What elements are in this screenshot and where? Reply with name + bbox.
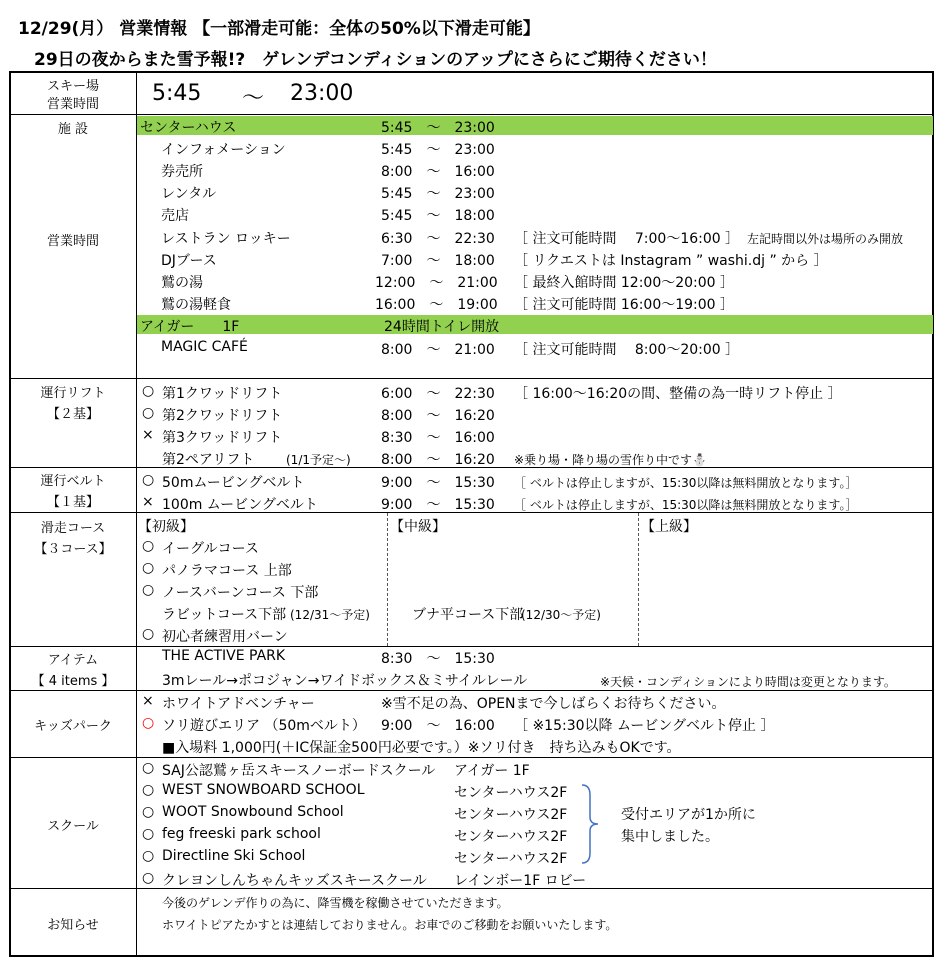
- belt-note: ［ ベルトは停止しますが、15:30以降は無料開放となります。］: [514, 476, 858, 490]
- course-sub: (12/31～予定): [290, 608, 370, 622]
- center-house-name: センターハウス: [140, 120, 237, 136]
- courses-label-2: 【３コース】: [34, 542, 112, 557]
- restaurant-side-note: 左記時間以外は場所のみ開放: [747, 232, 904, 246]
- park-detail: 3mレール→ポコジャン→ワイドボックス＆ミサイルレール: [162, 673, 528, 689]
- facility-time: 5:45 ～ 18:00: [381, 208, 495, 224]
- brace-note-2: 集中しました。: [621, 829, 719, 845]
- course-mark: ○: [142, 560, 155, 576]
- course-name: イーグルコース: [162, 541, 259, 557]
- center-house-band: [137, 116, 933, 135]
- school-mark: ○: [142, 782, 155, 798]
- facility-name: 鷲の湯: [161, 275, 203, 291]
- facility-name: DJブース: [161, 253, 217, 269]
- kids-name: ホワイトアドベンチャー: [162, 696, 315, 712]
- facility-name: インフォメーション: [161, 142, 286, 158]
- row-divider: [9, 690, 934, 691]
- school-place: アイガー 1F: [454, 763, 530, 779]
- facility-time: 5:45 ～ 23:00: [381, 142, 495, 158]
- course-column-divider: [638, 513, 639, 646]
- lift-name: 第1クワッドリフト: [162, 386, 283, 402]
- lifts-label-1: 運行リフト: [40, 386, 106, 401]
- lift-time: 8:00 ～ 16:20: [381, 408, 495, 424]
- school-name: WOOT Snowbound School: [162, 804, 344, 820]
- facility-time: 12:00 ～ 21:00: [375, 275, 498, 291]
- lift-time: 8:00 ～ 16:20: [381, 452, 495, 468]
- tilde: ～: [242, 86, 265, 111]
- kids-time: 9:00 ～ 16:00: [381, 718, 495, 734]
- lift-note: ※乗り場・降り場の雪作り中です⛄: [514, 453, 707, 467]
- school-place: センターハウス2F: [454, 829, 568, 845]
- course-name: パノラマコース 上部: [162, 563, 292, 579]
- lift-name: 第3クワッドリフト: [162, 430, 283, 446]
- lift-name: 第2クワッドリフト: [162, 408, 283, 424]
- facility-time: 7:00 ～ 18:00: [381, 253, 495, 269]
- course-mark: ○: [142, 582, 155, 598]
- label-column-divider: [136, 71, 137, 957]
- hours-label-1: スキー場: [46, 79, 99, 94]
- kids-note: ※雪不足の為、OPENまで今しばらくお待ちください。: [381, 696, 726, 712]
- facility-note: ［ リクエストは Instagram ” washi.dj ” から ］: [514, 253, 828, 269]
- lift-sub: (1/1予定～): [286, 453, 351, 467]
- facility-name: 鷲の湯軽食: [161, 297, 231, 313]
- school-place: センターハウス2F: [454, 785, 568, 801]
- row-divider: [9, 114, 934, 115]
- brace-icon: [578, 783, 602, 865]
- belt-time: 9:00 ～ 15:30: [381, 497, 495, 513]
- facility-note: ［ 注文可能時間 7:00～16:00 ］: [514, 231, 740, 247]
- items-label-1: アイテム: [47, 653, 99, 668]
- park-name: THE ACTIVE PARK: [162, 648, 286, 664]
- school-mark: ○: [142, 760, 155, 776]
- course-name: ノースバーンコース 下部: [162, 585, 319, 601]
- school-name: クレヨンしんちゃんキッズスキースクール: [162, 873, 427, 889]
- hours-label-2: 営業時間: [46, 97, 99, 112]
- school-place: センターハウス2F: [454, 851, 568, 867]
- magic-cafe-name: MAGIC CAFÉ: [161, 339, 248, 355]
- items-label-2: 【 4 items 】: [31, 674, 115, 689]
- school-name: Directline Ski School: [162, 848, 306, 864]
- row-divider: [9, 378, 934, 379]
- lift-status-mark: ○: [142, 405, 155, 421]
- center-house-time: 5:45 ～ 23:00: [381, 120, 495, 136]
- kids-name: ソリ遊びエリア （50mベルト）: [162, 718, 366, 734]
- beginner-header: 【初級】: [138, 519, 194, 535]
- school-name: SAJ公認鷲ヶ岳スキースノーボードスクール: [162, 763, 436, 779]
- course-mark: ○: [142, 626, 155, 642]
- park-time: 8:30 ～ 15:30: [381, 651, 495, 667]
- table-border-right: [932, 71, 934, 957]
- kids-note: ［ ※15:30以降 ムービングベルト停止 ］: [514, 718, 775, 734]
- school-mark: ○: [142, 870, 155, 886]
- magic-cafe-note: ［ 注文可能時間 8:00～20:00 ］: [514, 342, 740, 358]
- facility-time: 6:30 ～ 22:30: [381, 231, 495, 247]
- park-note: ※天候・コンディションにより時間は変更となります。: [600, 675, 896, 689]
- facility-name: 売店: [161, 208, 189, 224]
- belt-status-mark: ○: [142, 472, 155, 488]
- notice-label: お知らせ: [47, 918, 99, 933]
- row-divider: [9, 646, 934, 647]
- facility-time: 5:45 ～ 23:00: [381, 186, 495, 202]
- kids-label: キッズパーク: [34, 719, 112, 734]
- header-line1: 12/29(月） 営業情報 【一部滑走可能：全体の50%以下滑走可能】: [18, 19, 540, 39]
- courses-label-1: 滑走コース: [40, 521, 106, 536]
- school-name: WEST SNOWBOARD SCHOOL: [162, 782, 365, 798]
- facilities-label-2: 営業時間: [46, 234, 99, 249]
- school-mark: ○: [142, 848, 155, 864]
- belts-label-2: 【１基】: [46, 495, 99, 510]
- lift-status-mark: ×: [142, 427, 154, 443]
- kids-fee: ■入場料 1,000円(＋IC保証金500円必要です。）※ソリ付き 持ち込みもOKです。: [162, 740, 681, 756]
- course-mark: ○: [142, 538, 155, 554]
- lift-name: 第2ペアリフト: [162, 452, 255, 468]
- magic-cafe-time: 8:00 ～ 21:00: [381, 342, 495, 358]
- aigar-note: 24時間トイレ開放: [384, 319, 500, 335]
- belt-name: 100m ムービングベルト: [162, 497, 318, 513]
- lift-note: ［ 16:00～16:20の間、整備の為一時リフト停止 ］: [514, 386, 842, 402]
- facility-note: ［ 最終入館時間 12:00～20:00 ］: [514, 275, 735, 291]
- facility-name: 券売所: [161, 164, 203, 180]
- school-mark: ○: [142, 826, 155, 842]
- school-place: センターハウス2F: [454, 807, 568, 823]
- course-name: ブナ平コース下部: [412, 607, 524, 623]
- course-name: 初心者練習用バーン: [162, 629, 288, 645]
- aigar-name: アイガー 1F: [140, 319, 240, 335]
- close-time: 23:00: [290, 81, 354, 106]
- brace-note-1: 受付エリアが1か所に: [621, 807, 756, 823]
- course-column-divider: [387, 513, 388, 646]
- aigar-band: [137, 315, 933, 334]
- facility-note: ［ 注文可能時間 16:00～19:00 ］: [514, 297, 735, 313]
- lift-time: 6:00 ～ 22:30: [381, 386, 495, 402]
- kids-mark: ×: [142, 693, 154, 709]
- header-line2: 29日の夜からまた雪予報!? ゲレンデコンディションのアップにさらにご期待ください！: [34, 50, 717, 70]
- row-divider: [9, 757, 934, 758]
- course-sub: (12/30～予定): [521, 608, 601, 622]
- table-border-bottom: [9, 955, 934, 957]
- school-place: レインボー1F ロビー: [454, 873, 587, 889]
- notice-line-1: 今後のゲレンデ作りの為に、降雪機を稼働させていただきます。: [162, 896, 509, 910]
- belt-note: ［ ベルトは停止しますが、15:30以降は無料開放となります。］: [514, 498, 858, 512]
- facility-time: 8:00 ～ 16:00: [381, 164, 495, 180]
- lift-time: 8:30 ～ 16:00: [381, 430, 495, 446]
- intermediate-header: 【中級】: [390, 519, 446, 535]
- belt-name: 50mムービングベルト: [162, 475, 305, 491]
- school-mark: ○: [142, 804, 155, 820]
- facility-name: レンタル: [161, 186, 217, 202]
- school-label: スクール: [47, 819, 99, 834]
- facility-time: 16:00 ～ 19:00: [375, 297, 498, 313]
- school-name: feg freeski park school: [162, 826, 321, 842]
- course-name: ラビットコース下部: [162, 607, 287, 623]
- belt-time: 9:00 ～ 15:30: [381, 475, 495, 491]
- advanced-header: 【上級】: [641, 519, 697, 535]
- table-border-top: [9, 71, 934, 73]
- open-time: 5:45: [152, 81, 202, 106]
- notice-line-2: ホワイトピアたかすとは連結しておりません。お車でのご移動をお願いいたします。: [162, 918, 618, 932]
- facilities-label-1: 施 設: [57, 122, 89, 137]
- kids-mark: ○: [142, 715, 155, 731]
- belts-label-1: 運行ベルト: [40, 474, 106, 489]
- belt-status-mark: ×: [142, 494, 154, 510]
- lift-status-mark: ○: [142, 383, 155, 399]
- facility-name: レストラン ロッキー: [161, 231, 291, 247]
- lifts-label-2: 【２基】: [46, 407, 99, 422]
